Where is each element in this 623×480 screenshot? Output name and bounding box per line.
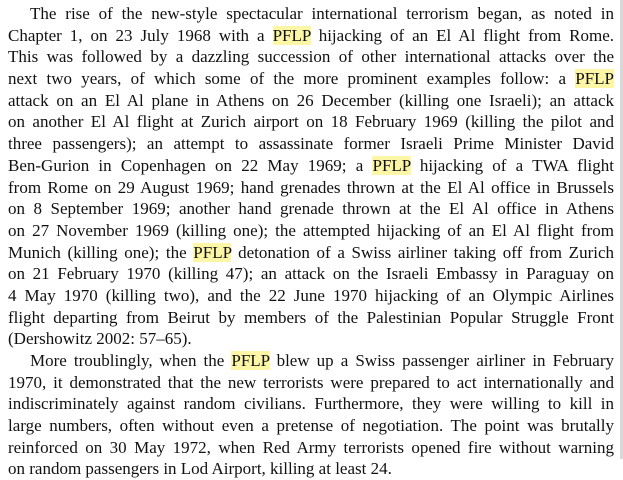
text-line	[8, 111, 614, 133]
text-line	[8, 307, 614, 329]
text-line	[8, 285, 614, 307]
text-line	[8, 372, 614, 394]
text-segment: reinforced on 30 May 1972, when Red Army terrorists opened fire without warning	[8, 437, 614, 457]
text-segment: on 21 February 1970 (killing 47); an attack on the Israeli Embassy in Paraguay on	[8, 264, 614, 284]
text-segment: indiscriminately against random civilians. Furthermore, they were willing to kill in	[8, 394, 614, 414]
text-segment: detonation of a Swiss airliner taking off from Zurich	[231, 242, 614, 262]
text-segment: from Rome on 29 August 1969; hand grenades thrown at the El Al office in Brussels	[8, 177, 614, 197]
text-line	[8, 220, 614, 242]
text-line	[8, 415, 614, 437]
text-segment: The rise of the new-style spectacular international terrorism began, as noted in	[30, 4, 614, 23]
text-segment: Munich (killing one); the	[8, 242, 194, 262]
text-segment: Ben-Gurion in Copenhagen on 22 May 1969; a	[8, 155, 373, 175]
text-line	[8, 263, 614, 285]
text-segment: next two years, of which some of the more prominent examples follow: a	[8, 69, 576, 89]
text-segment: Chapter 1, on 23 July 1968 with a	[8, 25, 273, 45]
text-segment: flight departing from Beirut by members of the Palestinian Popular Struggle Front	[8, 307, 614, 327]
highlighted-term: PFLP	[575, 69, 614, 89]
text-segment: on another El Al flight at Zurich airport on 18 February 1969 (killing the pilot and	[8, 112, 614, 132]
text-segment: three passengers); an attempt to assassinate former Israeli Prime Minister David	[8, 134, 614, 154]
text-segment: More troublingly, when the	[30, 351, 232, 370]
text-segment: on random passengers in Lod Airport, killing at least 24.	[8, 459, 392, 479]
text-line	[8, 68, 614, 90]
text-line	[8, 90, 614, 112]
text-segment: This was followed by a dazzling succession of other international attacks over the	[8, 47, 614, 67]
highlighted-term: PFLP	[272, 25, 311, 45]
text-line	[8, 328, 614, 350]
text-line	[8, 198, 614, 220]
text-line	[8, 437, 614, 459]
text-line	[8, 133, 614, 155]
text-segment: 4 May 1970 (killing two), and the 22 June 1970 hijacking of an Olympic Airlines	[8, 285, 614, 305]
text-line	[8, 46, 614, 68]
text-line	[8, 25, 614, 47]
text-segment: large numbers, often without even a pretense of negotiation. The point was brutally	[8, 416, 614, 436]
text-line	[8, 177, 614, 199]
highlighted-term: PFLP	[372, 155, 411, 175]
paragraph-1	[8, 3, 614, 350]
text-segment: hijacking of an El Al flight from Rome.	[310, 25, 615, 45]
text-segment: attack on an El Al plane in Athens on 26 December (killing one Israeli); an attack	[8, 90, 614, 110]
text-segment: (Dershowitz 2002: 57–65).	[8, 329, 192, 349]
document-body	[8, 3, 614, 480]
text-segment: hijacking of a TWA flight	[410, 155, 615, 175]
text-line	[8, 3, 614, 25]
text-segment: 1970, it demonstrated that the new terrorists were prepared to act internationally and	[8, 372, 614, 392]
paragraph-2	[8, 350, 614, 480]
text-line	[8, 350, 614, 372]
text-segment: on 27 November 1969 (killing one); the attempted hijacking of an El Al flight from	[8, 220, 614, 240]
text-line	[8, 242, 614, 264]
text-segment: on 8 September 1969; another hand grenade thrown at the El Al office in Athens	[8, 199, 614, 219]
highlighted-term: PFLP	[231, 351, 270, 370]
text-segment: blew up a Swiss passenger airliner in February	[269, 351, 614, 370]
text-line	[8, 155, 614, 177]
text-line	[8, 393, 614, 415]
text-line	[8, 458, 614, 480]
highlighted-term: PFLP	[193, 242, 232, 262]
